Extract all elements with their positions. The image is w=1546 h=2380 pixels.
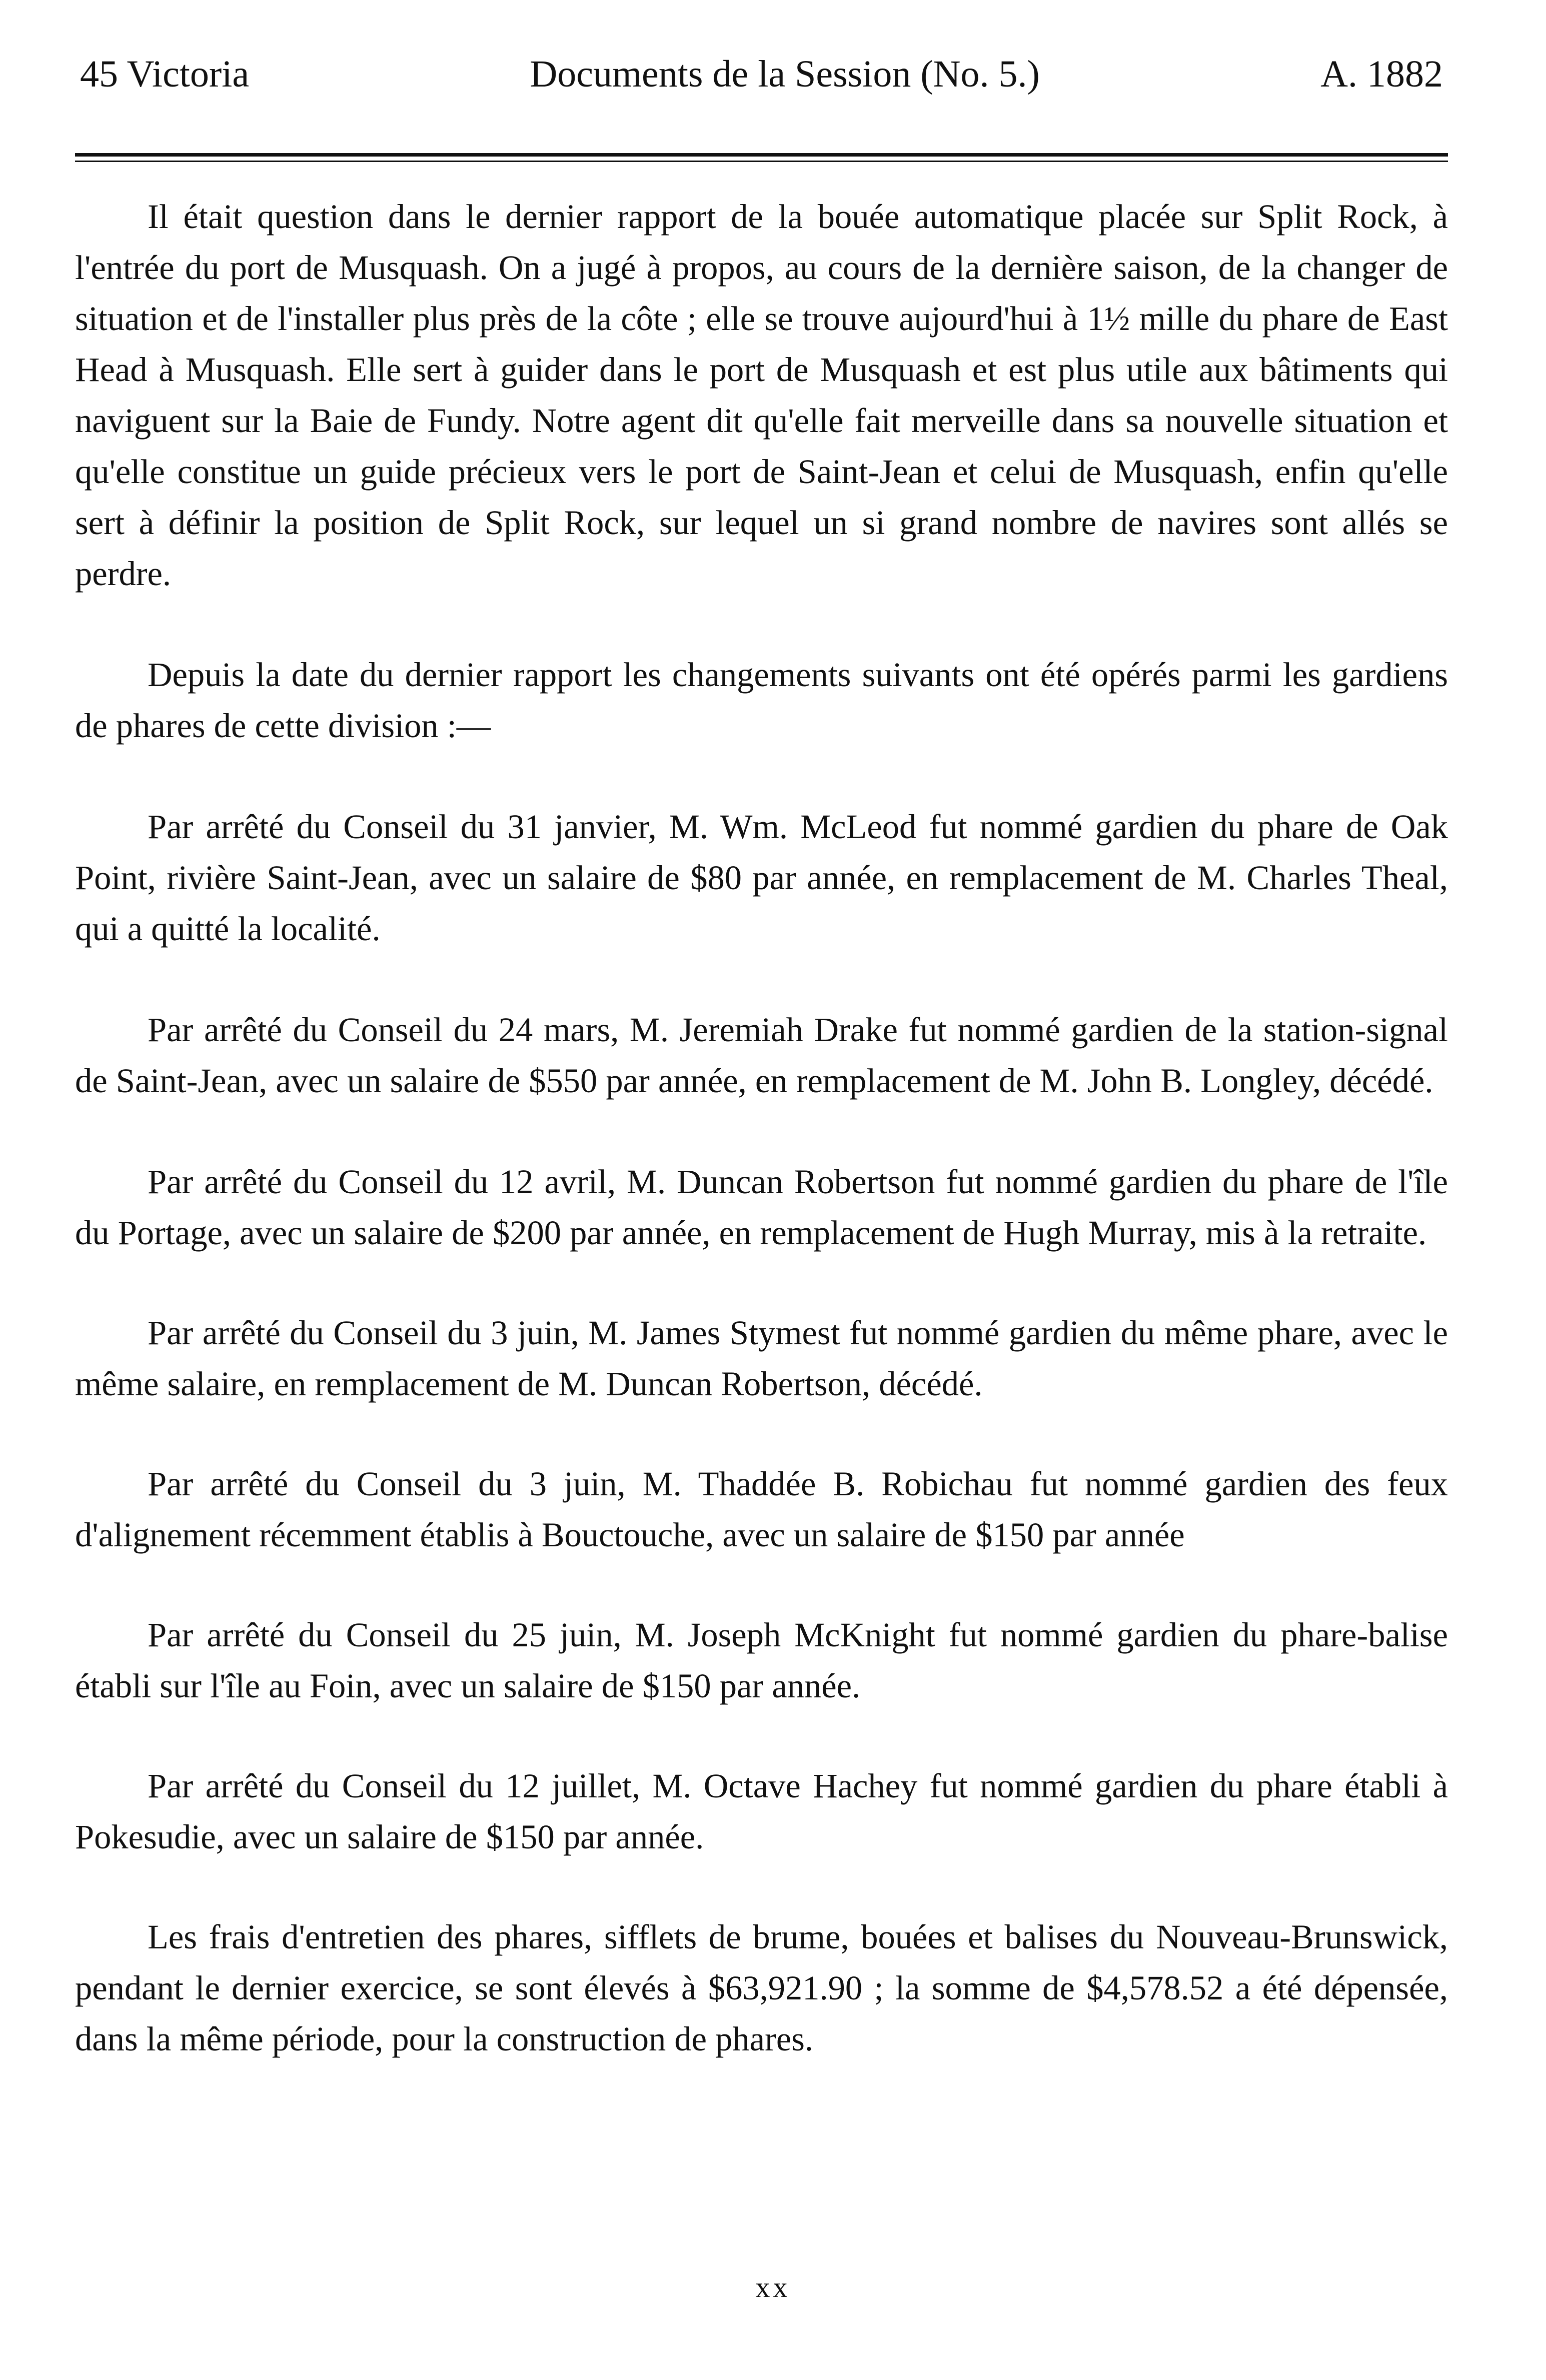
paragraph-oak-point: Par arrêté du Conseil du 31 janvier, M. Wm. McLeod fut nommé gardien du phare de Oak Point, rivière Saint-Jean, avec un salaire de $80 par année, en remplacement de M. Charles Theal, qui a quitté la localité. xyxy=(75,808,1448,948)
paragraph-split-rock-buoy: Il était question dans le dernier rapport de la bouée automatique placée sur Split Rock, à l'entrée du port de Musquash. On a jugé à propos, au cours de la dernière saison, de la changer de situation et de l'installer plus près de la côte ; elle se trouve aujourd'hui à 1½ mille du phare de East Head à Musquash. Elle sert à guider dans le port de Musquash et est plus utile aux bâtiments qui naviguent sur la Baie de Fundy. Notre agent dit qu'elle fait merveille dans sa nouvelle situation et qu'elle constitue un guide précieux vers le port de Saint-Jean et celui de Musquash, enfin qu'elle sert à définir la position de Split Rock, sur lequel un si grand nombre de navires sont allés se perdre. xyxy=(75,198,1448,593)
paragraph-pokesudie: Par arrêté du Conseil du 12 juillet, M. Octave Hachey fut nommé gardien du phare établi à Pokesudie, avec un salaire de $150 par année. xyxy=(75,1767,1448,1856)
paragraph-keeper-changes-intro: Depuis la date du dernier rapport les changements suivants ont été opérés parmi les gardiens de phares de cette division :— xyxy=(75,656,1448,745)
header-regnal-year: 45 Victoria xyxy=(80,53,250,95)
paragraph-expenses: Les frais d'entretien des phares, sifflets de brume, bouées et balises du Nouveau-Brunswick, pendant le dernier exercice, se sont élevés à $63,921.90 ; la somme de $4,578.52 a été dépensée, dans la même période, pour la construction de phares. xyxy=(75,1918,1448,2058)
header-year: A. 1882 xyxy=(1320,53,1443,95)
paragraph-stymest: Par arrêté du Conseil du 3 juin, M. James Stymest fut nommé gardien du même phare, avec le même salaire, en remplacement de M. Duncan Robertson, décédé. xyxy=(75,1314,1448,1403)
paragraph-saint-jean-signal: Par arrêté du Conseil du 24 mars, M. Jeremiah Drake fut nommé gardien de la station-signal de Saint-Jean, avec un salaire de $550 par année, en remplacement de M. John B. Longley, décédé. xyxy=(75,1011,1448,1100)
header-double-rule xyxy=(75,153,1448,162)
paragraph-ile-du-portage: Par arrêté du Conseil du 12 avril, M. Duncan Robertson fut nommé gardien du phare de l'île du Portage, avec un salaire de $200 par année, en remplacement de Hugh Murray, mis à la retraite. xyxy=(75,1163,1448,1252)
paragraph-bouctouche: Par arrêté du Conseil du 3 juin, M. Thaddée B. Robichau fut nommé gardien des feux d'alignement récemment établis à Bouctouche, avec un salaire de $150 par année xyxy=(75,1465,1448,1554)
document-page xyxy=(75,55,1448,2064)
header-title: Documents de la Session (No. 5.) xyxy=(530,53,1040,95)
paragraph-ile-au-foin: Par arrêté du Conseil du 25 juin, M. Joseph McKnight fut nommé gardien du phare-balise établi sur l'île au Foin, avec un salaire de $150 par année. xyxy=(75,1616,1448,1705)
header-rule-thick xyxy=(75,153,1448,157)
page-folio: xx xyxy=(755,2271,791,2303)
body-text xyxy=(75,191,1448,2064)
running-header xyxy=(75,55,1448,93)
header-rule-thin xyxy=(75,161,1448,162)
